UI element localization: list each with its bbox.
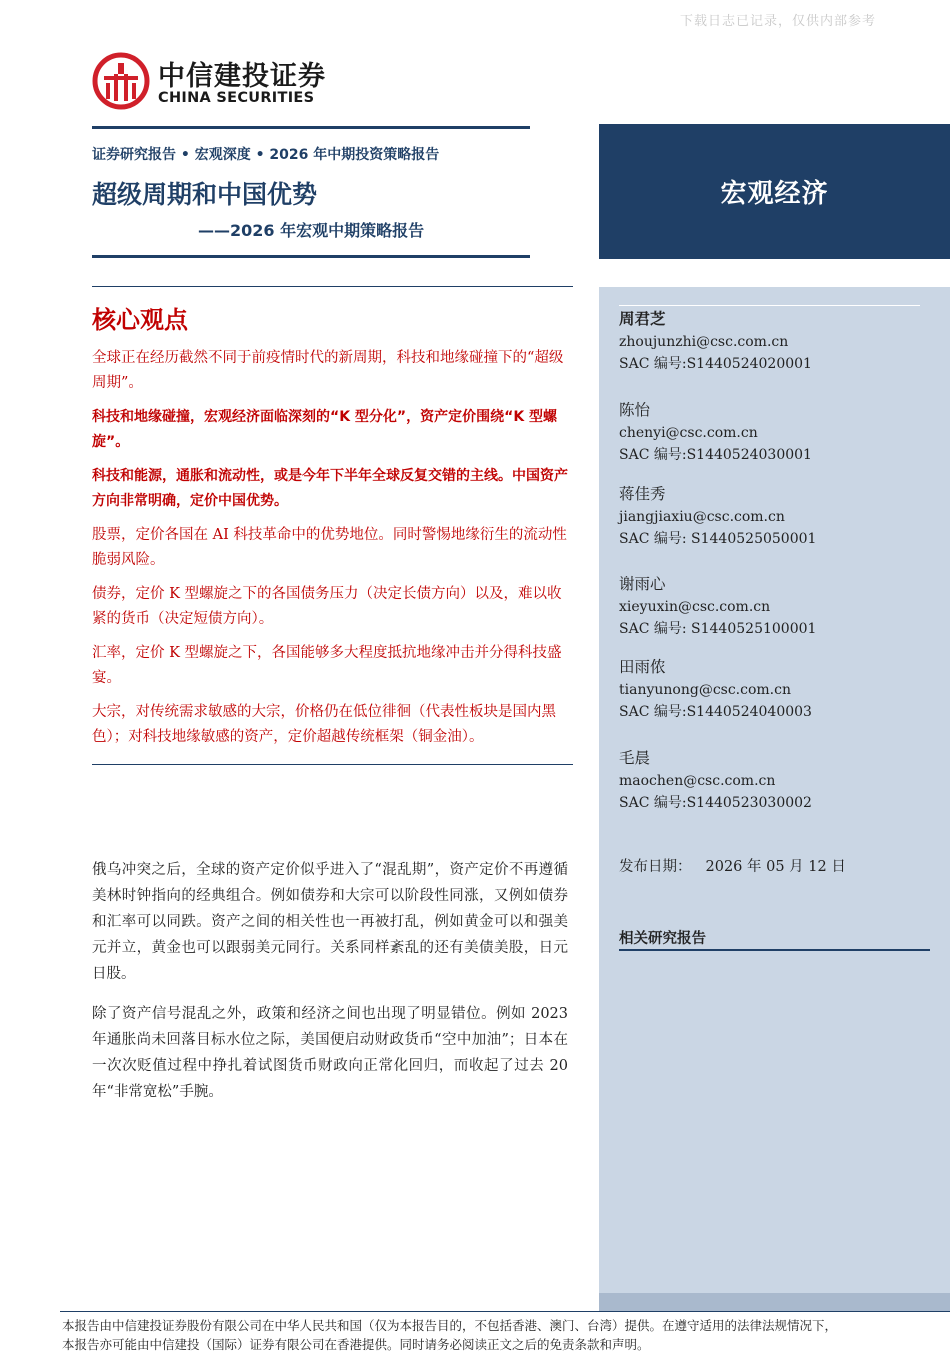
csc-logo-icon bbox=[92, 52, 150, 110]
sidebar-top-rule bbox=[619, 305, 920, 306]
header-bottom-rule bbox=[92, 255, 530, 258]
analyst-sac: SAC 编号:S1440524030001 bbox=[619, 447, 812, 463]
footer-disclaimer bbox=[62, 1316, 947, 1354]
analyst-email[interactable]: zhoujunzhi@csc.com.cn bbox=[619, 334, 789, 350]
brand-name-en: CHINA SECURITIES bbox=[158, 90, 315, 106]
body-paragraph: 除了资产信号混乱之外，政策和经济之间也出现了明显错位。例如 2023 年通胀尚未回落目标水位之际，美国便启动财政货币“空中加油”；日本在一次次贬值过程中挣扎着试图货币财政向正常化回归，而收起了过去 20 年“非常宽松”手腕。 bbox=[92, 1006, 568, 1100]
report-title: 超级周期和中国优势 bbox=[92, 180, 318, 209]
analyst-email[interactable]: maochen@csc.com.cn bbox=[619, 773, 776, 789]
analyst-email[interactable]: tianyunong@csc.com.cn bbox=[619, 682, 791, 698]
brand-logo bbox=[92, 52, 332, 114]
footer-rule bbox=[60, 1311, 950, 1312]
footer-line: 本报告由中信建投证券股份有限公司在中华人民共和国（仅为本报告目的，不包括香港、澳门、台湾）提供。在遵守适用的法律法规情况下， bbox=[62, 1318, 838, 1333]
core-point: 科技和地缘碰撞，宏观经济面临深刻的“K 型分化”，资产定价围绕“K 型螺旋”。 bbox=[92, 409, 558, 450]
sidebar bbox=[599, 287, 950, 1311]
report-subtitle: ——2026 年宏观中期策略报告 bbox=[198, 221, 425, 240]
related-reports-heading: 相关研究报告 bbox=[619, 931, 706, 947]
publish-date-value: 2026 年 05 月 12 日 bbox=[705, 859, 846, 875]
report-series: 证券研究报告 • 宏观深度 • 2026 年中期投资策略报告 bbox=[92, 147, 440, 163]
analyst-card bbox=[619, 572, 939, 640]
core-point: 全球正在经历截然不同于前疫情时代的新周期，科技和地缘碰撞下的“超级周期”。 bbox=[92, 350, 564, 391]
publish-date bbox=[619, 855, 860, 876]
watermark: 下载日志已记录，仅供内部参考 bbox=[680, 14, 877, 29]
analyst-card bbox=[619, 398, 939, 466]
analyst-sac: SAC 编号:S1440524040003 bbox=[619, 704, 812, 720]
analyst-email[interactable]: jiangjiaxiu@csc.com.cn bbox=[619, 509, 785, 525]
publish-date-label: 发布日期： bbox=[619, 859, 692, 875]
header-top-rule bbox=[92, 126, 530, 129]
core-point: 债券，定价 K 型螺旋之下的各国债务压力（决定长债方向）以及，难以收紧的货币（决定短债方向）。 bbox=[92, 586, 562, 627]
footer-line: 本报告亦可能由中信建投（国际）证券有限公司在香港提供。同时请务必阅读正文之后的免责条款和声明。 bbox=[62, 1337, 650, 1352]
analyst-card bbox=[619, 746, 939, 814]
analyst-sac: SAC 编号:S1440524020001 bbox=[619, 356, 812, 372]
core-heading: 核心观点 bbox=[92, 306, 188, 334]
analyst-name: 蒋佳秀 bbox=[619, 485, 666, 503]
analyst-name: 陈怡 bbox=[619, 401, 651, 419]
core-points bbox=[92, 346, 572, 759]
core-top-rule bbox=[92, 286, 573, 287]
analyst-email[interactable]: xieyuxin@csc.com.cn bbox=[619, 599, 771, 615]
analyst-sac: SAC 编号:S1440523030002 bbox=[619, 795, 812, 811]
core-point: 科技和能源，通胀和流动性，或是今年下半年全球反复交错的主线。中国资产方向非常明确，定价中国优势。 bbox=[92, 468, 568, 509]
related-reports-rule bbox=[619, 949, 930, 951]
sidebar-bottom-band bbox=[599, 1293, 950, 1311]
analyst-card bbox=[619, 655, 939, 723]
analyst-name: 周君芝 bbox=[619, 310, 666, 328]
brand-name-cn: 中信建投证券 bbox=[158, 61, 326, 92]
core-point: 大宗，对传统需求敏感的大宗，价格仍在低位徘徊（代表性板块是国内黑色）；对科技地缘敏感的资产，定价超越传统框架（铜金油）。 bbox=[92, 704, 556, 745]
analyst-card bbox=[619, 307, 939, 375]
core-bottom-rule bbox=[92, 764, 573, 765]
analyst-name: 田雨侬 bbox=[619, 658, 666, 676]
analyst-email[interactable]: chenyi@csc.com.cn bbox=[619, 425, 758, 441]
analyst-name: 谢雨心 bbox=[619, 575, 666, 593]
analyst-sac: SAC 编号: S1440525050001 bbox=[619, 531, 817, 547]
analyst-card bbox=[619, 482, 939, 550]
body-paragraph: 俄乌冲突之后，全球的资产定价似乎进入了“混乱期”，资产定价不再遵循美林时钟指向的经典组合。例如债券和大宗可以阶段性同涨，又例如债券和汇率可以同跌。资产之间的相关性也一再被打乱，例如黄金可以和强美元并立，黄金也可以跟弱美元同行。关系同样紊乱的还有美债美股，日元日股。 bbox=[92, 862, 568, 982]
category-label: 宏观经济 bbox=[599, 124, 950, 259]
core-point: 汇率，定价 K 型螺旋之下，各国能够多大程度抵抗地缘冲击并分得科技盛宴。 bbox=[92, 645, 562, 686]
analyst-name: 毛晨 bbox=[619, 749, 651, 767]
core-point: 股票，定价各国在 AI 科技革命中的优势地位。同时警惕地缘衍生的流动性脆弱风险。 bbox=[92, 527, 567, 568]
analyst-sac: SAC 编号: S1440525100001 bbox=[619, 621, 817, 637]
